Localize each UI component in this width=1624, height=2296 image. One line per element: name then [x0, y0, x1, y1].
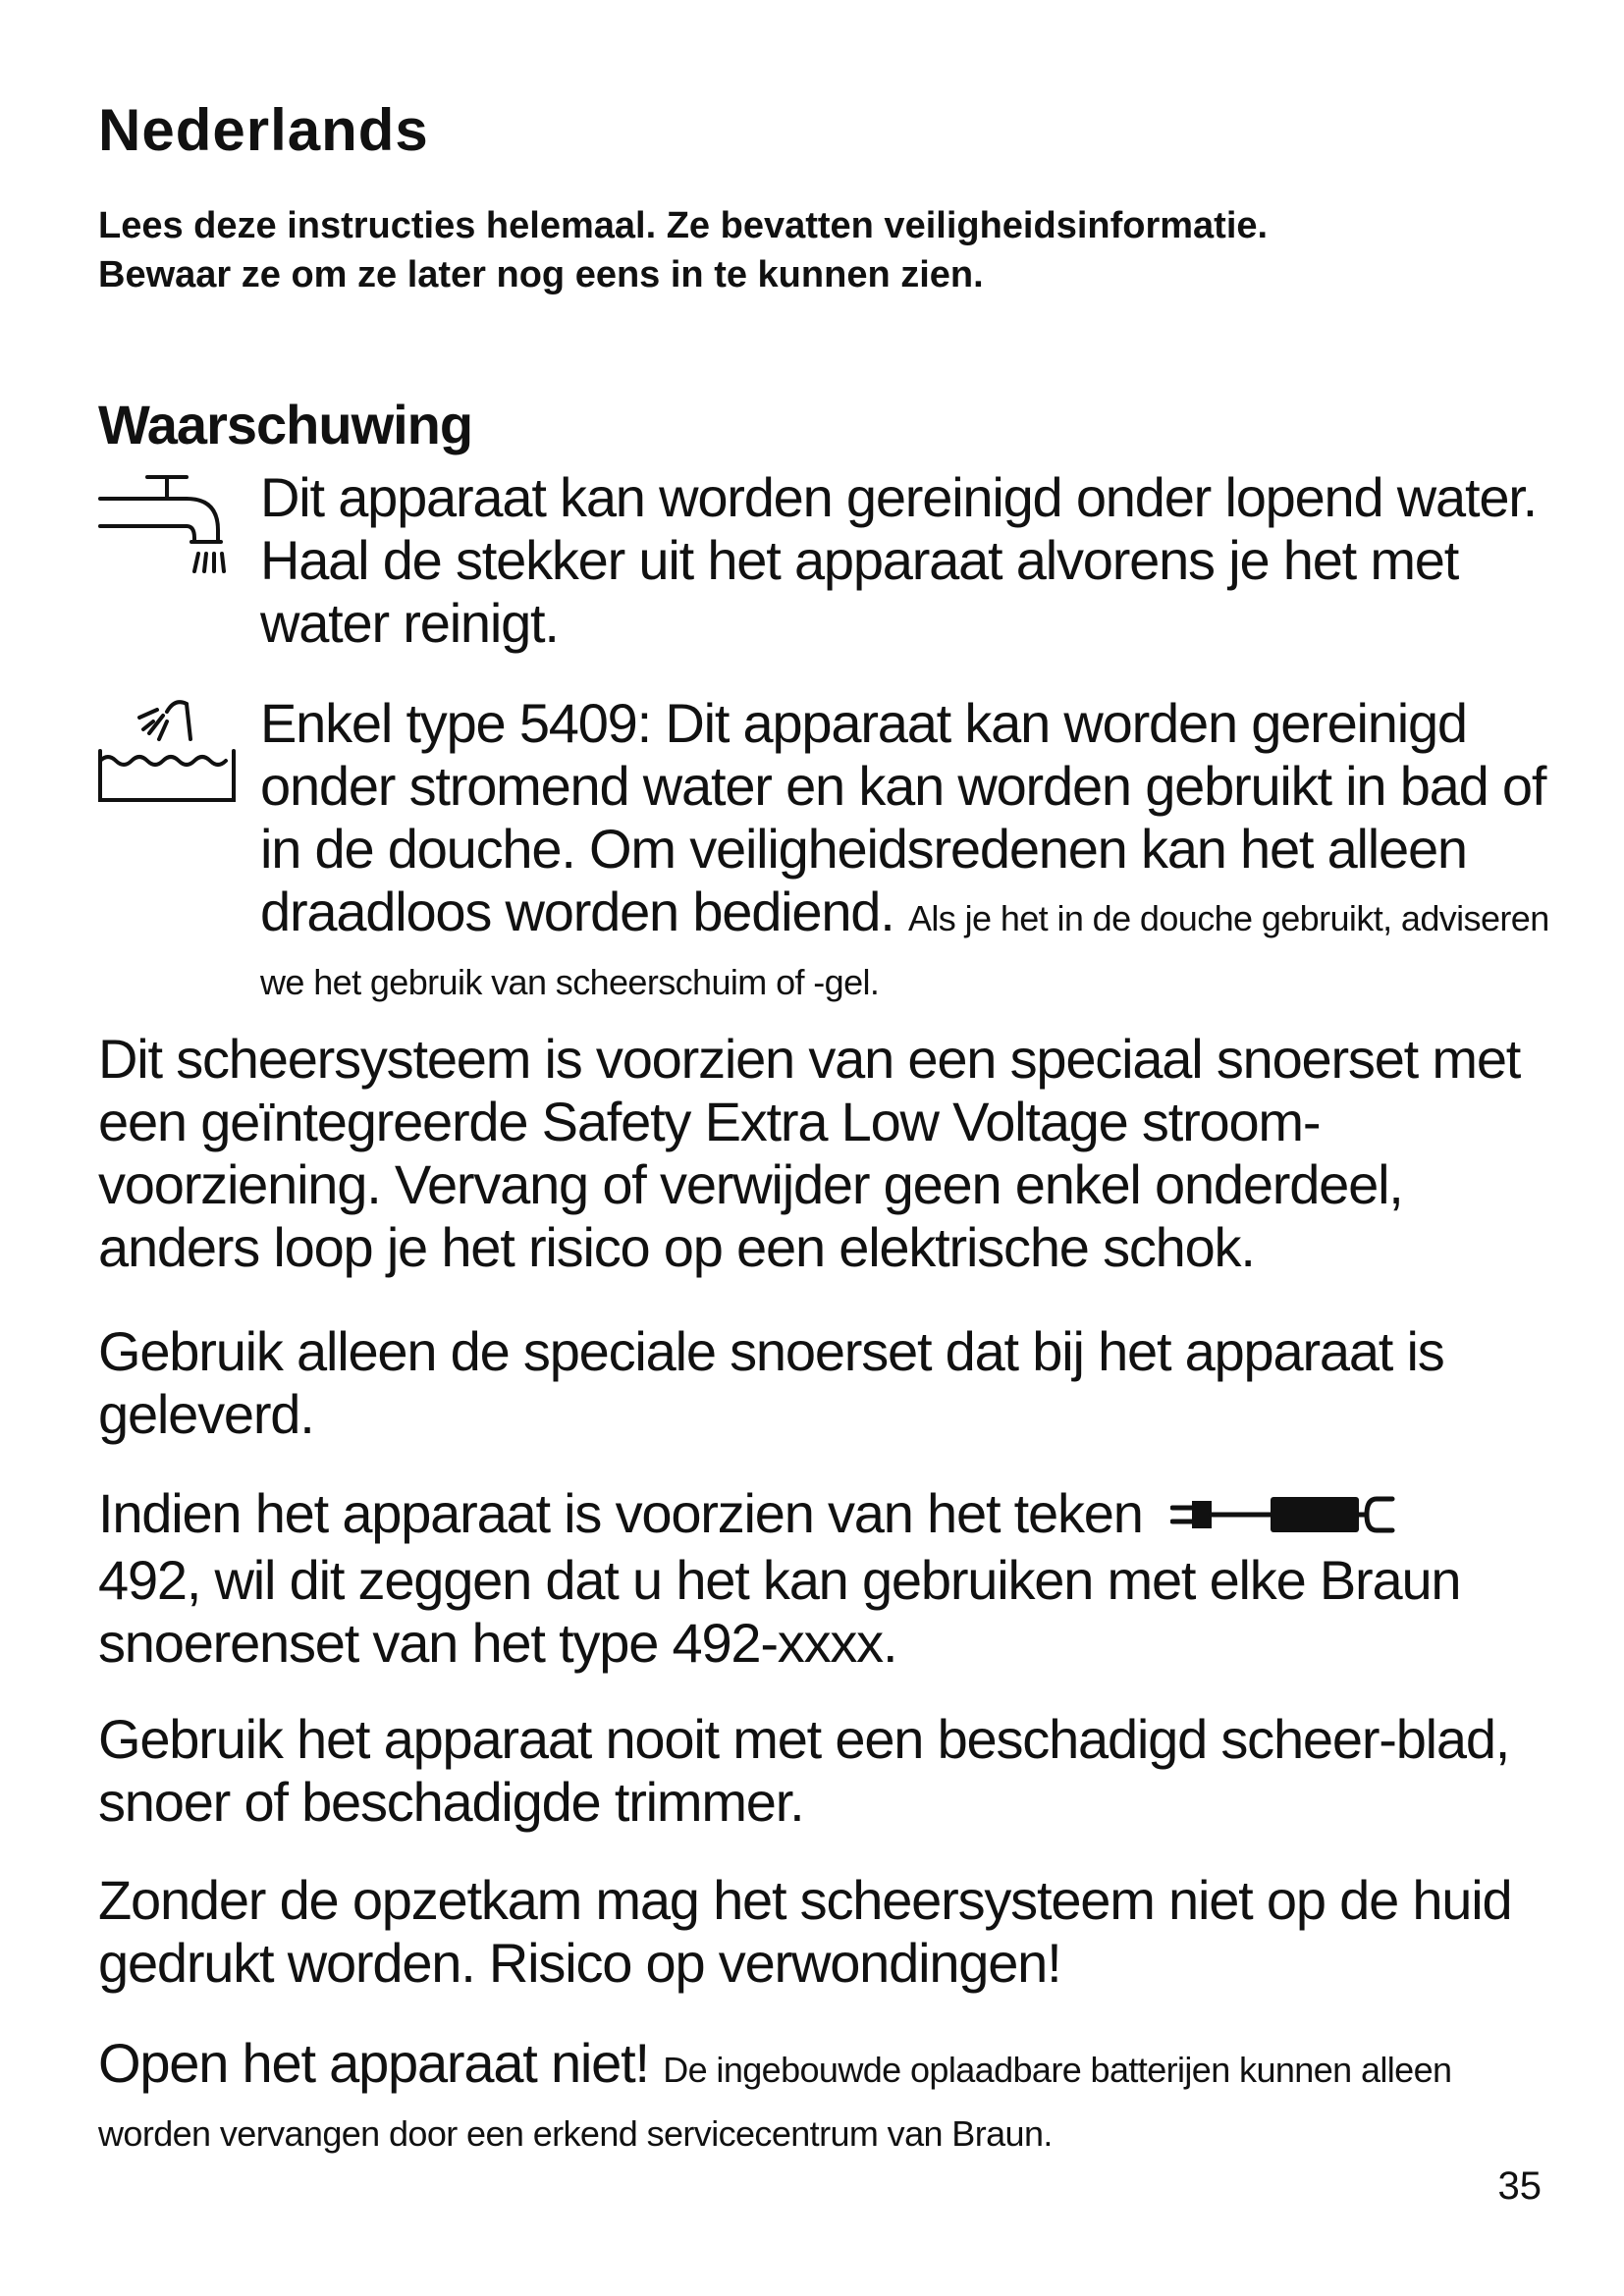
paragraph-open-device: [98, 2032, 1551, 2160]
page-number: 35: [1497, 2164, 1542, 2208]
plug-cord-symbol-icon: [1170, 1486, 1396, 1549]
warning-2-note: Als je het in de douche gebruikt, adviseren we het gebruik van scheerschuim of -gel.: [260, 898, 1549, 1002]
paragraph-damaged-parts: Gebruik het apparaat nooit met een beschadigd scheer-blad, snoer of beschadigde trimmer.: [98, 1708, 1510, 1833]
faucet-icon: [98, 469, 226, 587]
paragraph-492-cord: [98, 1482, 1551, 1675]
bath-shower-icon: [98, 692, 236, 810]
paragraph-492-intro: Indien het apparaat is voorzien van het teken: [98, 1482, 1143, 1544]
paragraph-492-rest: 492, wil dit zeggen dat u het kan gebruiken met elke Braun snoerenset van het type 492-xxxx.: [98, 1549, 1461, 1675]
paragraph-safety-voltage: Dit scheersysteem is voorzien van een speciaal snoerset met een geïntegreerde Safety Extra Low Voltage stroom-voorziening. Vervang of verwijder geen enkel onderdeel, anders loop je het risico op een elektrische schok.: [98, 1028, 1521, 1278]
warning-2-text: [260, 692, 1556, 1008]
paragraph-open-device-note: De ingebouwde oplaadbare batterijen kunnen alleen worden vervangen door een erkend servicecentrum van Braun.: [98, 2050, 1452, 2154]
warning-title: Waarschuwing: [98, 394, 473, 455]
warning-1-text: Dit apparaat kan worden gereinigd onder lopend water. Haal de stekker uit het apparaat alvorens je het met water reinigt.: [260, 466, 1537, 654]
paragraph-open-device-main: Open het apparaat niet!: [98, 2032, 649, 2094]
intro-line-2: Bewaar ze om ze later nog eens in te kunnen zien.: [98, 254, 984, 295]
paragraph-comb-warning: Zonder de opzetkam mag het scheersysteem niet op de huid gedrukt worden. Risico op verwondingen!: [98, 1869, 1512, 1994]
intro-line-1: Lees deze instructies helemaal. Ze bevatten veiligheidsinformatie.: [98, 205, 1269, 246]
paragraph-special-cord: Gebruik alleen de speciale snoerset dat bij het apparaat is geleverd.: [98, 1320, 1444, 1445]
page-heading: Nederlands: [98, 97, 429, 163]
warning-2-main: Enkel type 5409: Dit apparaat kan worden gereinigd onder stromend water en kan worden gebruikt in bad of in de douche. Om veiligheidsredenen kan het alleen draadloos worden bediend.: [260, 692, 1546, 942]
intro-text: [98, 201, 1551, 299]
